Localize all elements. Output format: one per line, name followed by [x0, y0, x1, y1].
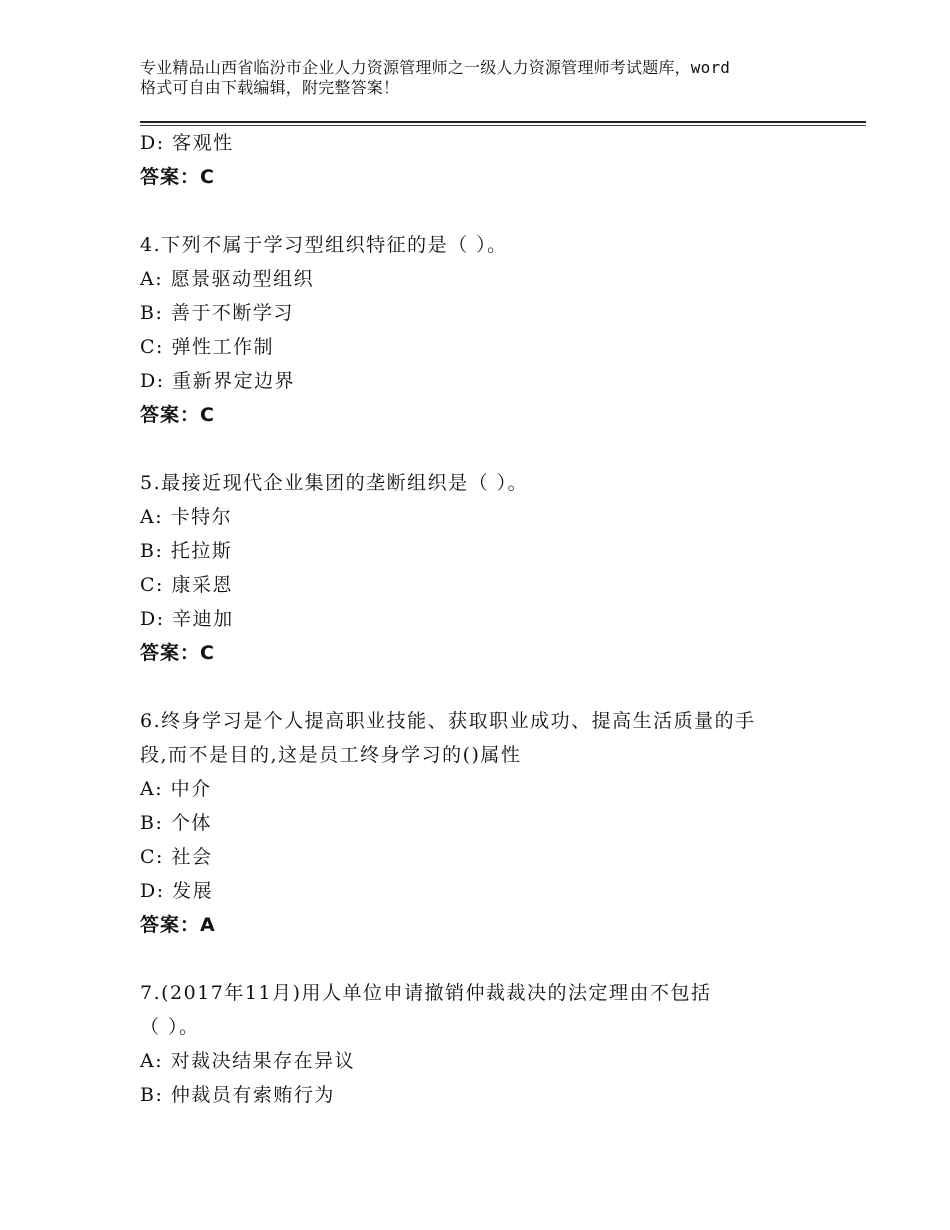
header-title-line-2: 格式可自由下载编辑，附完整答案！: [140, 78, 400, 97]
question-list: [140, 126, 840, 1112]
q6-option-b: B: 个体: [140, 812, 212, 834]
q5-option-a: A: 卡特尔: [140, 506, 233, 528]
question-7: [140, 976, 840, 1112]
q3-option-d: D: 客观性: [140, 132, 234, 154]
q6-option-d: D: 发展: [140, 880, 214, 902]
question-3-tail: [140, 126, 840, 194]
q6-answer: 答案：A: [140, 914, 216, 936]
q4-option-b: B: 善于不断学习: [140, 302, 294, 324]
q4-option-c: C: 弹性工作制: [140, 336, 274, 358]
document-header: [140, 58, 840, 98]
q5-stem: 5.最接近现代企业集团的垄断组织是（ ）。: [140, 472, 529, 494]
q4-answer: 答案：C: [140, 404, 215, 426]
header-title-line-1: 专业精品山西省临汾市企业人力资源管理师之一级人力资源管理师考试题库，word: [140, 58, 731, 77]
q7-option-a: A: 对裁决结果存在异议: [140, 1050, 356, 1072]
q6-option-c: C: 社会: [140, 846, 213, 868]
q7-option-b: B: 仲裁员有索贿行为: [140, 1084, 335, 1106]
q6-stem-line-2: 段,而不是目的,这是员工终身学习的()属性: [140, 744, 522, 766]
q5-option-c: C: 康采恩: [140, 574, 233, 596]
question-6: [140, 704, 840, 942]
question-4: [140, 228, 840, 432]
q3-answer: 答案：C: [140, 166, 215, 188]
q7-stem-line-1: 7.(2017年11月)用人单位申请撤销仲裁裁决的法定理由不包括: [140, 982, 712, 1004]
q6-option-a: A: 中介: [140, 778, 212, 800]
q5-answer: 答案：C: [140, 642, 215, 664]
q5-option-b: B: 托拉斯: [140, 540, 233, 562]
question-5: [140, 466, 840, 670]
q7-stem-line-2: （ ）。: [140, 1016, 200, 1038]
q4-option-a: A: 愿景驱动型组织: [140, 268, 315, 290]
header-divider-thick: [140, 121, 866, 123]
q6-stem-line-1: 6.终身学习是个人提高职业技能、获取职业成功、提高生活质量的手: [140, 710, 756, 732]
q4-stem: 4.下列不属于学习型组织特征的是（ ）。: [140, 234, 508, 256]
q5-option-d: D: 辛迪加: [140, 608, 234, 630]
q4-option-d: D: 重新界定边界: [140, 370, 296, 392]
